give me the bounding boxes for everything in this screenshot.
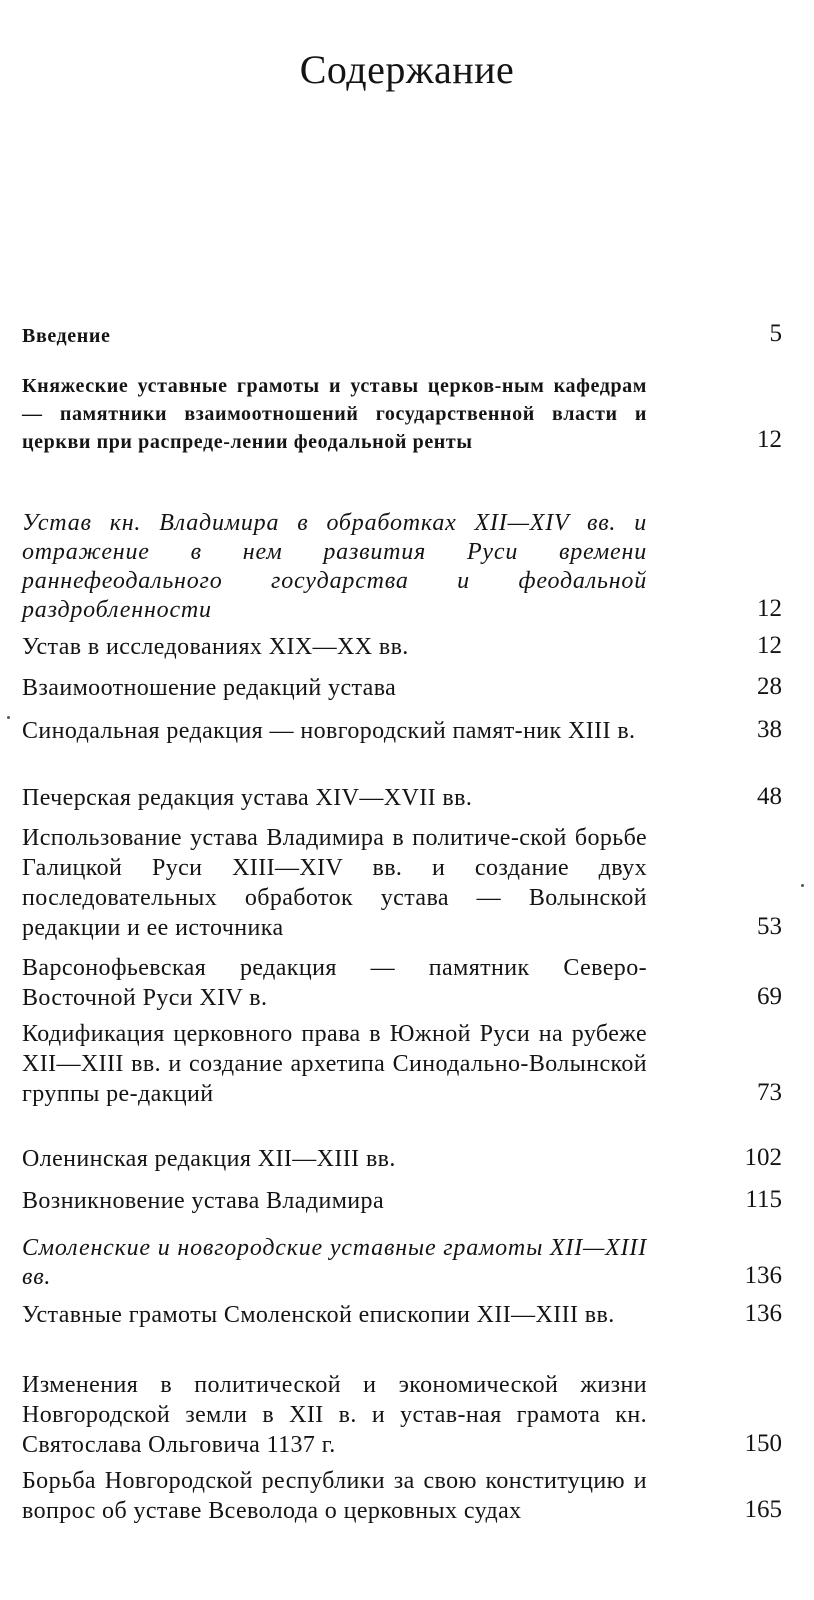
toc-entry-title: Изменения в политической и экономической жизни Новгородской земли в XII в. и устав-ная грамота кн. Святослава Ольговича 1137 г. (22, 1372, 647, 1458)
toc-entry-title: Варсонофьевская редакция — памятник Северо-Восточной Руси XIV в. (22, 955, 647, 1011)
toc-entry-title: Уставные грамоты Смоленской епископии XII—XIII вв. (22, 1302, 615, 1328)
toc-entry-novgorod-republic (22, 1466, 782, 1526)
toc-entry-page: 150 (744, 1430, 782, 1457)
toc-entry-title: Кодификация церковного права в Южной Руси на рубеже XII—XIII вв. и создание архетипа Синодально-Волынской группы ре-дакций (22, 1021, 647, 1107)
toc-entry-page: 69 (757, 983, 782, 1010)
toc-entry-page: 28 (757, 673, 782, 700)
toc-entry-title: Взаимоотношение редакций устава (22, 675, 397, 701)
toc-entry-page: 115 (745, 1186, 782, 1213)
toc-entry-title: Устав кн. Владимира в обработках XII—XIV вв. и отражение в нем развития Руси времени раннефеодального государства и феодальной раздробленности (22, 510, 647, 623)
toc-entry-statute-research (22, 632, 782, 662)
print-speck (801, 884, 804, 887)
toc-entry-page: 136 (744, 1262, 782, 1289)
toc-entry-smolensk-novgorod-charters (22, 1234, 782, 1292)
toc-entry-page: 12 (757, 632, 782, 659)
toc-entry-page: 5 (769, 320, 782, 347)
toc-entry-title: Княжеские уставные грамоты и уставы церков-ным кафедрам — памятники взаимоотношений государственной власти и церкви при распреде-лении феодальной ренты (22, 375, 647, 453)
toc-entry-princely-charters (22, 372, 782, 456)
page-title: Содержание (299, 47, 515, 92)
toc-entry-vladimir-statute (22, 509, 782, 625)
toc-entry-page: 73 (757, 1079, 782, 1106)
toc-entry-title: Смоленские и новгородские уставные грамоты XII—XIII вв. (22, 1235, 647, 1290)
toc-entry-page: 102 (744, 1144, 782, 1171)
toc-entry-codification (22, 1019, 782, 1109)
toc-entry-novgorod-changes (22, 1370, 782, 1460)
toc-entry-introduction (22, 322, 782, 350)
toc-entry-title: Борьба Новгородской республики за свою конституцию и вопрос об уставе Всеволода о церковных судах (22, 1468, 647, 1524)
toc-entry-olenin-redaction (22, 1144, 782, 1174)
toc-entry-varsonofiev-redaction (22, 953, 782, 1013)
toc-entry-title: Использование устава Владимира в политиче-ской борьбе Галицкой Руси XIII—XIV вв. и создание двух последовательных обработок устава — Волынской редакции и ее источника (22, 825, 647, 941)
toc-entry-title: Печерская редакция устава XIV—XVII вв. (22, 785, 473, 811)
toc-entry-title: Оленинская редакция XII—XIII вв. (22, 1146, 396, 1172)
toc-entry-page: 12 (757, 595, 782, 622)
toc-entry-page: 136 (744, 1300, 782, 1327)
toc-entry-page: 48 (757, 783, 782, 810)
toc-entry-synodal-redaction (22, 716, 782, 746)
toc-entry-statute-origin (22, 1186, 782, 1216)
toc-entry-pechersk-redaction (22, 783, 782, 813)
toc-entry-redactions-relation (22, 673, 782, 703)
toc-entry-page: 165 (744, 1496, 782, 1523)
toc-entry-page: 53 (757, 913, 782, 940)
toc-entry-title: Возникновение устава Владимира (22, 1188, 384, 1214)
toc-entry-title: Синодальная редакция — новгородский памят-ник XIII в. (22, 718, 636, 744)
toc-entry-title: Устав в исследованиях XIX—XX вв. (22, 634, 409, 660)
toc-entry-page: 12 (757, 426, 782, 453)
toc-entry-page: 38 (757, 716, 782, 743)
toc-entry-galician-rus (22, 823, 782, 943)
toc-entry-smolensk-bishopric (22, 1300, 782, 1330)
print-speck (7, 716, 10, 719)
toc-entry-title: Введение (22, 325, 111, 347)
